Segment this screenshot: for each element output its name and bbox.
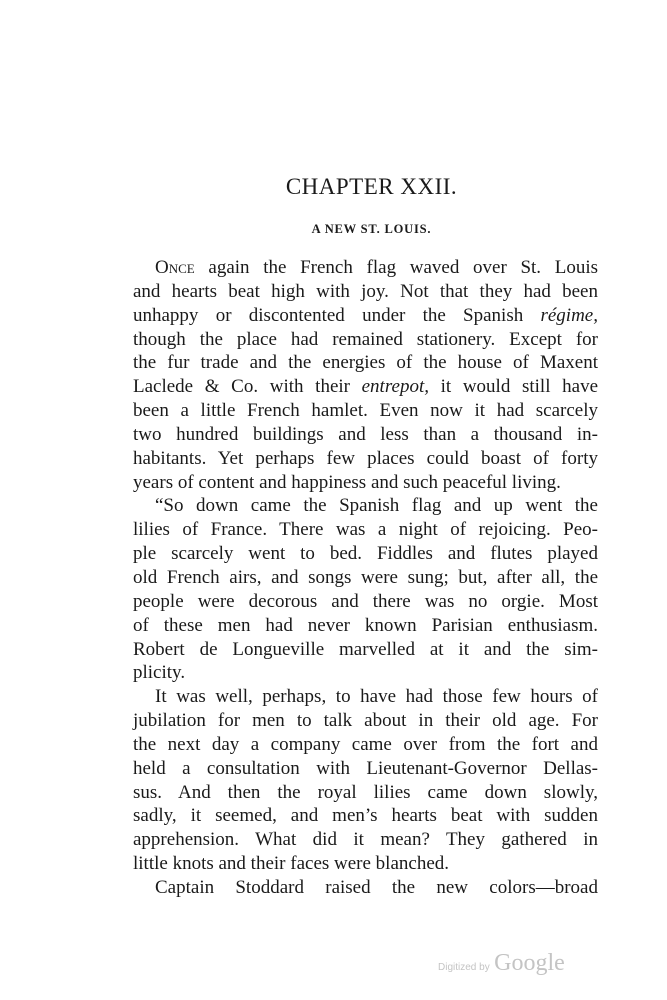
text-line — [133, 804, 598, 828]
text-line — [133, 638, 598, 662]
text-segment: held a consultation with Lieutenant-Governor Dellas- — [133, 757, 598, 779]
text-segment: the fur trade and the energies of the house of Maxent — [133, 352, 598, 374]
text-segment: people were decorous and there was no orgie. Most — [133, 590, 598, 612]
text-line — [133, 328, 598, 352]
text-segment: Laclede & Co. with their — [133, 376, 362, 398]
text-segment: two hundred buildings and less than a thousand in- — [133, 423, 598, 445]
text-segment: Once — [155, 257, 195, 278]
text-line — [133, 614, 598, 638]
text-line — [133, 471, 598, 495]
text-segment: sadly, it seemed, and men’s hearts beat with sudden — [133, 805, 598, 827]
text-line — [133, 542, 598, 566]
text-segment: Captain Stoddard raised the new colors—broad — [155, 876, 598, 898]
text-line — [133, 685, 598, 709]
text-line — [133, 828, 598, 852]
italic-text: entrepot, — [361, 376, 429, 398]
text-segment: sus. And then the royal lilies came down slowly, — [133, 781, 598, 803]
text-segment: ple scarcely went to bed. Fiddles and flutes played — [133, 543, 598, 565]
text-line — [133, 447, 598, 471]
text-line — [133, 733, 598, 757]
text-line — [133, 351, 598, 375]
text-line — [133, 494, 598, 518]
text-segment: “So down came the Spanish flag and up went the — [155, 495, 598, 517]
text-segment: little knots and their faces were blanched. — [133, 853, 450, 875]
text-line — [133, 304, 598, 328]
watermark-brand: Google — [494, 950, 565, 976]
text-line — [133, 709, 598, 733]
text-line — [133, 590, 598, 614]
text-segment: though the place had remained stationery. Except for — [133, 328, 598, 350]
body-text — [133, 256, 598, 900]
watermark-prefix: Digitized by — [438, 962, 490, 973]
text-segment: plicity. — [133, 662, 186, 684]
text-line — [133, 566, 598, 590]
text-line — [133, 399, 598, 423]
text-segment: the next day a company came over from the fort and — [133, 733, 598, 755]
text-segment: apprehension. What did it mean? They gathered in — [133, 829, 598, 851]
text-line — [133, 423, 598, 447]
italic-text: régime, — [540, 304, 598, 326]
text-segment: lilies of France. There was a night of rejoicing. Peo- — [133, 519, 598, 541]
text-segment: years of content and happiness and such peaceful living. — [133, 471, 561, 493]
text-segment: been a little French hamlet. Even now it had scarcely — [133, 400, 598, 422]
chapter-subtitle: A NEW ST. LOUIS. — [311, 222, 432, 236]
text-segment: unhappy or discontented under the Spanish — [133, 304, 541, 326]
digitized-by-google-watermark — [438, 950, 565, 977]
chapter-title: CHAPTER XXII. — [285, 174, 458, 199]
text-line — [133, 757, 598, 781]
text-line — [133, 280, 598, 304]
text-line — [133, 781, 598, 805]
text-segment: old French airs, and songs were sung; but, after all, the — [133, 566, 598, 588]
text-line — [133, 375, 598, 399]
text-segment: again the French flag waved over St. Louis — [194, 257, 598, 278]
text-segment: habitants. Yet perhaps few places could boast of forty — [133, 447, 598, 469]
text-segment: jubilation for men to talk about in their old age. For — [133, 710, 598, 732]
text-line — [133, 661, 598, 685]
text-segment: of these men had never known Parisian enthusiasm. — [133, 614, 598, 636]
text-segment: Robert de Longueville marvelled at it and the sim- — [133, 638, 598, 660]
text-line — [133, 518, 598, 542]
text-segment: it would still have — [429, 376, 598, 398]
text-line — [133, 876, 598, 900]
text-line — [133, 256, 598, 280]
text-segment: and hearts beat high with joy. Not that they had been — [133, 280, 598, 302]
text-segment: It was well, perhaps, to have had those few hours of — [155, 686, 598, 708]
text-line — [133, 852, 598, 876]
